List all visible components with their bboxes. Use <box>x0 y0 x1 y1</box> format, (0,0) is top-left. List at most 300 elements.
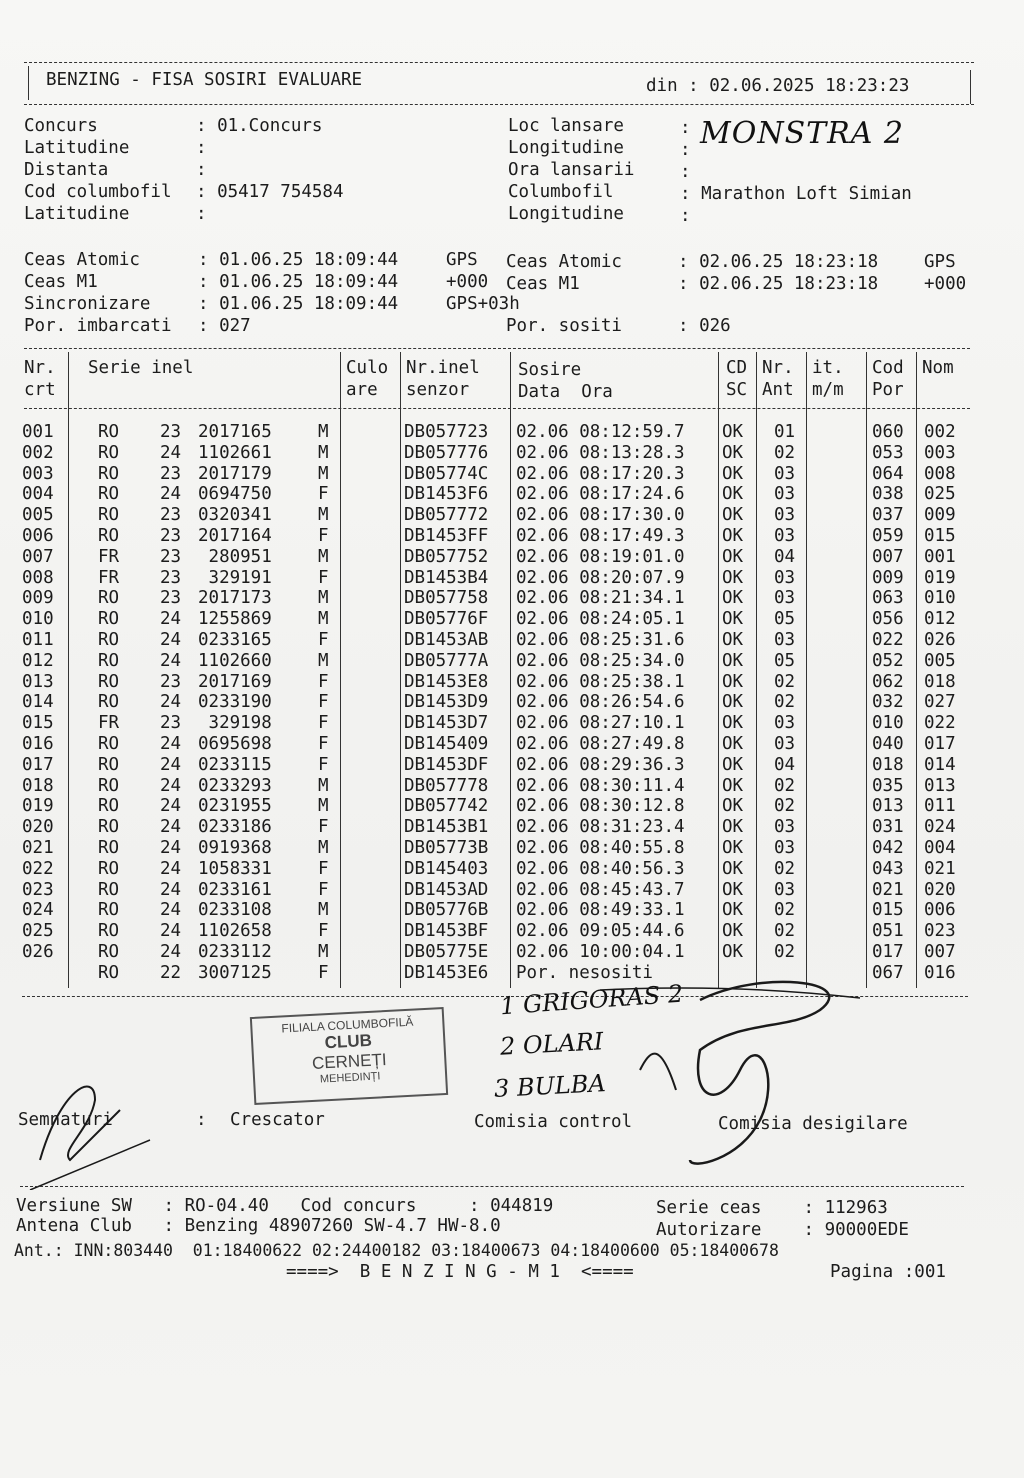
cell-year: 23 <box>160 422 182 442</box>
cell-code: 038 <box>872 484 904 505</box>
stamp-line-3: CERNEȚI <box>311 1050 388 1073</box>
cell-code: 007 <box>872 546 904 567</box>
cell-arrival: 02.06 08:17:49.3 <box>516 526 685 546</box>
header-right-bar <box>970 70 971 104</box>
cell-cd: OK <box>722 567 744 588</box>
table-header-cod2: Por <box>872 380 904 400</box>
cell-sex: M <box>318 546 329 567</box>
clock-left-value: : 01.06.25 18:09:44 <box>198 250 399 270</box>
footer-line-1a: Versiune SW : RO-04.40 Cod concurs : 044819 <box>16 1196 554 1216</box>
cell-antenna: 04 <box>774 546 796 567</box>
cell-country: RO <box>98 609 120 630</box>
cell-country: RO <box>98 775 120 796</box>
cell-ring: 2017164 <box>198 526 272 546</box>
cell-sensor: DB145409 <box>404 734 489 754</box>
cell-nr: 017 <box>22 754 54 775</box>
cell-ring: 0233108 <box>198 900 272 921</box>
cell-sex: F <box>318 754 329 775</box>
cell-country: RO <box>98 671 120 692</box>
clock-right-suffix: GPS <box>924 252 956 272</box>
cell-arrival: 02.06 08:17:30.0 <box>516 505 685 526</box>
cell-country: RO <box>98 588 120 609</box>
cell-sex: M <box>318 838 329 858</box>
clock-right-label: Por. sositi <box>506 316 622 336</box>
cell-cd: OK <box>722 630 744 650</box>
cell-cd: OK <box>722 484 744 505</box>
table-row <box>0 609 1024 630</box>
cell-sex: F <box>318 962 329 983</box>
cell-cd: OK <box>722 900 744 921</box>
cell-sex: F <box>318 921 329 942</box>
cell-arrival: 02.06 08:13:28.3 <box>516 442 685 463</box>
cell-country: RO <box>98 817 120 838</box>
cell-antenna: 02 <box>774 442 796 463</box>
cell-antenna: 03 <box>774 838 796 858</box>
cell-sensor: DB1453B1 <box>404 817 489 838</box>
cell-antenna: 03 <box>774 630 796 650</box>
cell-nom: 005 <box>924 650 956 671</box>
table-header-cd1: CD <box>726 358 748 378</box>
cell-sensor: DB057776 <box>404 442 489 463</box>
cell-arrival: 02.06 08:24:05.1 <box>516 609 685 630</box>
cell-nr: 011 <box>22 630 54 650</box>
cell-sensor: DB1453D9 <box>404 692 489 713</box>
column-divider <box>400 352 401 988</box>
cell-antenna: 03 <box>774 817 796 838</box>
footer-page-number: Pagina :001 <box>830 1262 946 1282</box>
table-header-cul1: Culo <box>346 358 389 378</box>
cell-ring: 2017169 <box>198 671 272 692</box>
cell-sensor: DB1453DF <box>404 754 489 775</box>
cell-year: 24 <box>160 609 182 630</box>
cell-sensor: DB1453AD <box>404 879 489 900</box>
cell-arrival: 02.06 08:17:24.6 <box>516 484 685 505</box>
cell-country: FR <box>98 567 120 588</box>
table-row <box>0 880 1024 901</box>
cell-code: 056 <box>872 609 904 630</box>
cell-nr: 008 <box>22 567 54 588</box>
cell-code: 010 <box>872 713 904 734</box>
cell-sex: F <box>318 858 329 879</box>
cell-cd: OK <box>722 692 744 713</box>
cell-code: 042 <box>872 838 904 858</box>
cell-sensor: DB1453E6 <box>404 962 489 983</box>
cell-cd: OK <box>722 858 744 879</box>
cell-nom: 009 <box>924 505 956 526</box>
cell-arrival: 02.06 08:30:12.8 <box>516 796 685 817</box>
cell-antenna: 02 <box>774 942 796 962</box>
cell-sex: F <box>318 692 329 713</box>
cell-arrival: 02.06 08:25:31.6 <box>516 630 685 650</box>
info-right-value: : <box>680 118 691 138</box>
table-header-nom1: Nom <box>922 358 954 378</box>
report-date: din : 02.06.2025 18:23:23 <box>646 76 910 96</box>
cell-antenna: 02 <box>774 858 796 879</box>
info-right-label: Loc lansare <box>508 116 624 136</box>
cell-sex: M <box>318 942 329 962</box>
cell-sex: M <box>318 422 329 442</box>
column-divider <box>68 352 69 988</box>
clock-left-value: : 027 <box>198 316 251 336</box>
clock-right-value: : 02.06.25 18:23:18 <box>678 252 879 272</box>
cell-country: RO <box>98 942 120 962</box>
cell-ring: 0320341 <box>198 505 272 526</box>
cell-ring: 280951 <box>198 546 272 567</box>
cell-code: 017 <box>872 942 904 962</box>
stamp-line-1: FILIALA COLUMBOFILĂ <box>281 1014 414 1036</box>
cell-arrival: 02.06 08:31:23.4 <box>516 817 685 838</box>
cell-ring: 2017179 <box>198 463 272 484</box>
cell-sex: F <box>318 734 329 754</box>
cell-antenna: 01 <box>774 422 796 442</box>
cell-sex: M <box>318 775 329 796</box>
footer-line-1b: Serie ceas : 112963 <box>656 1198 888 1218</box>
clock-left-label: Por. imbarcati <box>24 316 172 336</box>
cell-nom: 011 <box>924 796 956 817</box>
cell-ring: 1102658 <box>198 921 272 942</box>
cell-nr: 025 <box>22 921 54 942</box>
cell-code: 062 <box>872 671 904 692</box>
info-left-value: : 05417 754584 <box>196 182 344 202</box>
handwritten-signatures <box>0 960 1024 1190</box>
cell-sensor: DB057742 <box>404 796 489 817</box>
info-right-value: : <box>680 206 691 226</box>
footer-antenna-line: Ant.: INN:803440 01:18400622 02:24400182 03:18400673 04:18400600 05:18400678 <box>14 1241 779 1260</box>
cell-cd: OK <box>722 942 744 962</box>
cell-year: 23 <box>160 671 182 692</box>
cell-ring: 0233112 <box>198 942 272 962</box>
cell-year: 24 <box>160 775 182 796</box>
cell-year: 23 <box>160 713 182 734</box>
info-left-value: : 01.Concurs <box>196 116 323 136</box>
cell-country: RO <box>98 900 120 921</box>
cell-sex: M <box>318 609 329 630</box>
cell-nr: 001 <box>22 422 54 442</box>
cell-code: 060 <box>872 422 904 442</box>
table-row <box>0 776 1024 797</box>
cell-antenna: 03 <box>774 505 796 526</box>
column-divider <box>866 352 867 988</box>
cell-nr: 007 <box>22 546 54 567</box>
cell-cd: OK <box>722 505 744 526</box>
column-divider <box>718 352 719 988</box>
cell-year: 24 <box>160 796 182 817</box>
cell-sensor: DB1453AB <box>404 630 489 650</box>
table-row <box>0 464 1024 485</box>
table-header-cod1: Cod <box>872 358 904 378</box>
cell-nom: 025 <box>924 484 956 505</box>
cell-sex: F <box>318 713 329 734</box>
cell-nr: 009 <box>22 588 54 609</box>
cell-antenna: 02 <box>774 921 796 942</box>
cell-code: 013 <box>872 796 904 817</box>
clock-left-value: : 01.06.25 18:09:44 <box>198 272 399 292</box>
cell-nom: 016 <box>924 962 956 983</box>
column-divider <box>340 352 341 988</box>
table-header-cd2: SC <box>726 380 748 400</box>
cell-ring: 2017165 <box>198 422 272 442</box>
table-header-vit1: it. <box>812 358 844 378</box>
cell-code: 040 <box>872 734 904 754</box>
cell-year: 24 <box>160 734 182 754</box>
cell-year: 23 <box>160 546 182 567</box>
cell-ring: 329191 <box>198 567 272 588</box>
cell-nom: 008 <box>924 463 956 484</box>
table-row <box>0 900 1024 921</box>
cell-sex: M <box>318 442 329 463</box>
table-row <box>0 422 1024 443</box>
table-row <box>0 484 1024 505</box>
cell-year: 24 <box>160 900 182 921</box>
table-row <box>0 651 1024 672</box>
table-row <box>0 505 1024 526</box>
cell-cd: OK <box>722 796 744 817</box>
signatures-label: Semnaturi <box>18 1110 113 1130</box>
cell-sex: F <box>318 879 329 900</box>
cell-sensor: DB1453BF <box>404 921 489 942</box>
cell-sex: M <box>318 505 329 526</box>
cell-sex: M <box>318 650 329 671</box>
cell-sensor: DB057778 <box>404 775 489 796</box>
cell-year: 23 <box>160 505 182 526</box>
cell-year: 23 <box>160 588 182 609</box>
cell-nr: 016 <box>22 734 54 754</box>
footer-line-2a: Antena Club : Benzing 48907260 SW-4.7 HW-8.0 <box>16 1216 501 1236</box>
cell-country: RO <box>98 650 120 671</box>
cell-year: 24 <box>160 442 182 463</box>
cell-sex: F <box>318 817 329 838</box>
cell-code: 022 <box>872 630 904 650</box>
cell-nr: 013 <box>22 671 54 692</box>
table-row <box>0 672 1024 693</box>
cell-code: 043 <box>872 858 904 879</box>
cell-sensor: DB057758 <box>404 588 489 609</box>
report-title: BENZING - FISA SOSIRI EVALUARE <box>46 70 363 90</box>
table-row <box>0 838 1024 859</box>
cell-cd: OK <box>722 442 744 463</box>
header-bottom-rule <box>24 104 974 105</box>
cell-ring: 1255869 <box>198 609 272 630</box>
cell-ring: 0233293 <box>198 775 272 796</box>
header-left-bar <box>28 66 29 100</box>
table-row <box>0 588 1024 609</box>
cell-year: 23 <box>160 526 182 546</box>
cell-antenna: 03 <box>774 567 796 588</box>
cell-nr: 026 <box>22 942 54 962</box>
table-header-nr1: Nr. <box>24 358 56 378</box>
cell-ring: 0231955 <box>198 796 272 817</box>
handwritten-note-3: 3 BULBA <box>493 1069 607 1103</box>
cell-code: 059 <box>872 526 904 546</box>
cell-antenna: 03 <box>774 588 796 609</box>
cell-cd: OK <box>722 671 744 692</box>
clock-left-suffix: GPS+03h <box>446 294 520 314</box>
cell-code: 031 <box>872 817 904 838</box>
cell-year: 24 <box>160 630 182 650</box>
cell-nr: 021 <box>22 838 54 858</box>
clock-left-value: : 01.06.25 18:09:44 <box>198 294 399 314</box>
cell-sensor: DB05777A <box>404 650 489 671</box>
cell-country: RO <box>98 505 120 526</box>
cell-country: FR <box>98 713 120 734</box>
table-header-sos2: Data Ora <box>518 382 613 402</box>
cell-country: RO <box>98 858 120 879</box>
info-left-value: : <box>196 160 207 180</box>
cell-arrival: 02.06 08:40:56.3 <box>516 858 685 879</box>
cell-year: 24 <box>160 921 182 942</box>
clock-right-value: : 02.06.25 18:23:18 <box>678 274 879 294</box>
cell-nom: 020 <box>924 879 956 900</box>
table-row <box>0 921 1024 942</box>
handwritten-location: MONSTRA 2 <box>700 116 904 151</box>
cell-arrival: 02.06 08:49:33.1 <box>516 900 685 921</box>
cell-nom: 004 <box>924 838 956 858</box>
handwritten-note-1: 1 GRIGORAS 2 <box>499 979 684 1021</box>
cell-cd: OK <box>722 817 744 838</box>
cell-antenna: 03 <box>774 463 796 484</box>
cell-nr: 002 <box>22 442 54 463</box>
info-left-value: : <box>196 138 207 158</box>
cell-nom: 023 <box>924 921 956 942</box>
cell-nr: 020 <box>22 817 54 838</box>
cell-antenna: 02 <box>774 671 796 692</box>
cell-sex: F <box>318 630 329 650</box>
table-header-ant1: Nr. <box>762 358 794 378</box>
cell-cd: OK <box>722 422 744 442</box>
cell-code: 064 <box>872 463 904 484</box>
cell-antenna: 02 <box>774 775 796 796</box>
cell-year: 24 <box>160 484 182 505</box>
cell-country: RO <box>98 879 120 900</box>
cell-country: RO <box>98 442 120 463</box>
cell-nom: 014 <box>924 754 956 775</box>
info-left-label: Latitudine <box>24 138 130 158</box>
info-right-value: : Marathon Loft Simian <box>680 184 912 204</box>
cell-nr: 023 <box>22 879 54 900</box>
cell-ring: 0233115 <box>198 754 272 775</box>
cell-ring: 1102661 <box>198 442 272 463</box>
cell-cd: OK <box>722 838 744 858</box>
signatures-colon: : <box>196 1110 207 1130</box>
cell-nr: 005 <box>22 505 54 526</box>
cell-year: 23 <box>160 567 182 588</box>
cell-arrival: Por. nesositi <box>516 962 653 983</box>
cell-antenna: 03 <box>774 734 796 754</box>
cell-nr: 015 <box>22 713 54 734</box>
cell-antenna: 02 <box>774 900 796 921</box>
cell-arrival: 02.06 08:26:54.6 <box>516 692 685 713</box>
footer-benzing-banner: ====> B E N Z I N G - M 1 <==== <box>286 1262 634 1282</box>
column-divider <box>756 352 757 988</box>
signature-comisia-control-label: Comisia control <box>474 1112 633 1132</box>
footer-line-2b: Autorizare : 90000EDE <box>656 1220 909 1240</box>
cell-antenna: 05 <box>774 609 796 630</box>
cell-code: 067 <box>872 962 904 983</box>
table-row <box>0 859 1024 880</box>
info-left-value: : <box>196 204 207 224</box>
cell-year: 22 <box>160 962 182 983</box>
cell-arrival: 02.06 08:40:55.8 <box>516 838 685 858</box>
cell-nr: 004 <box>22 484 54 505</box>
stamp-line-2: CLUB <box>324 1030 373 1053</box>
column-divider <box>510 352 511 988</box>
cell-cd: OK <box>722 546 744 567</box>
clock-left-label: Ceas M1 <box>24 272 98 292</box>
table-header-cul2: are <box>346 380 378 400</box>
cell-nom: 018 <box>924 671 956 692</box>
table-row <box>0 755 1024 776</box>
table-header-sos1: Sosire <box>518 360 582 380</box>
cell-arrival: 02.06 08:21:34.1 <box>516 588 685 609</box>
cell-sex: F <box>318 484 329 505</box>
cell-antenna: 03 <box>774 484 796 505</box>
cell-nom: 003 <box>924 442 956 463</box>
cell-nom: 010 <box>924 588 956 609</box>
cell-sex: M <box>318 588 329 609</box>
cell-year: 24 <box>160 858 182 879</box>
cell-sensor: DB057772 <box>404 505 489 526</box>
cell-code: 009 <box>872 567 904 588</box>
cell-nr: 006 <box>22 526 54 546</box>
cell-antenna: 02 <box>774 796 796 817</box>
cell-sex: M <box>318 900 329 921</box>
info-right-label: Ora lansarii <box>508 160 635 180</box>
cell-cd: OK <box>722 921 744 942</box>
info-left-label: Distanta <box>24 160 109 180</box>
cell-year: 24 <box>160 838 182 858</box>
info-right-label: Columbofil <box>508 182 614 202</box>
cell-sex: M <box>318 796 329 817</box>
cell-code: 063 <box>872 588 904 609</box>
cell-nom: 017 <box>924 734 956 754</box>
table-row <box>0 692 1024 713</box>
cell-sensor: DB145403 <box>404 858 489 879</box>
cell-country: RO <box>98 754 120 775</box>
info-left-label: Concurs <box>24 116 98 136</box>
cell-arrival: 02.06 09:05:44.6 <box>516 921 685 942</box>
clock-right-label: Ceas M1 <box>506 274 580 294</box>
cell-nr: 012 <box>22 650 54 671</box>
cell-arrival: 02.06 08:27:10.1 <box>516 713 685 734</box>
cell-nom: 015 <box>924 526 956 546</box>
table-header-vit2: m/m <box>812 380 844 400</box>
cell-nr: 010 <box>22 609 54 630</box>
cell-antenna: 03 <box>774 713 796 734</box>
cell-nom: 026 <box>924 630 956 650</box>
cell-code: 035 <box>872 775 904 796</box>
cell-country: RO <box>98 692 120 713</box>
cell-year: 23 <box>160 463 182 484</box>
cell-country: RO <box>98 463 120 484</box>
info-left-label: Cod columbofil <box>24 182 172 202</box>
table-row <box>0 526 1024 547</box>
cell-nr: 014 <box>22 692 54 713</box>
cell-country: RO <box>98 838 120 858</box>
cell-arrival: 02.06 08:25:34.0 <box>516 650 685 671</box>
cell-ring: 0233186 <box>198 817 272 838</box>
cell-sex: F <box>318 526 329 546</box>
handwritten-note-2: 2 OLARI <box>499 1027 605 1061</box>
signature-crescator-label: Crescator <box>230 1110 325 1130</box>
cell-country: RO <box>98 422 120 442</box>
column-divider <box>806 352 807 988</box>
cell-ring: 0233165 <box>198 630 272 650</box>
clock-right-value: : 026 <box>678 316 731 336</box>
cell-antenna: 04 <box>774 754 796 775</box>
cell-ring: 0919368 <box>198 838 272 858</box>
cell-nom: 006 <box>924 900 956 921</box>
cell-sensor: DB1453E8 <box>404 671 489 692</box>
